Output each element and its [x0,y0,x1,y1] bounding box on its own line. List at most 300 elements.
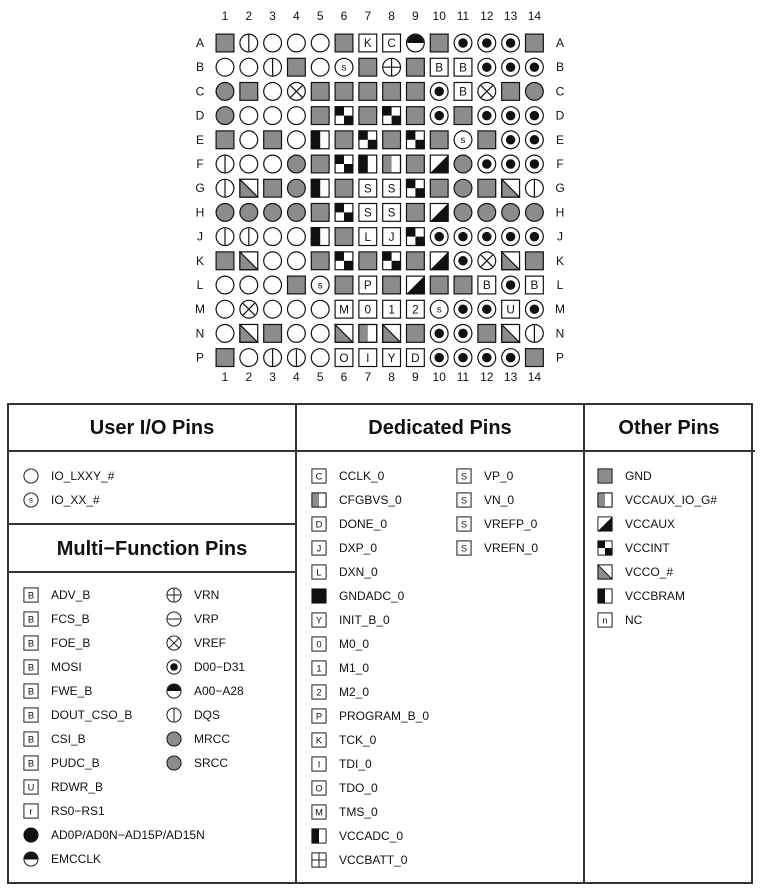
col-label-bottom: 14 [527,370,542,384]
pin-H6-vccint [335,203,354,222]
svg-text:B: B [530,279,539,293]
pin-G10-gnd [430,179,448,197]
pin-K10-vccaux [430,251,449,270]
vccbram-symbol-icon [597,588,613,604]
col-label-bottom: 5 [316,370,324,384]
pin-N4-io [287,324,305,342]
pin-F5-gnd [311,155,329,173]
pin-E6-gnd [335,131,353,149]
svg-text:B: B [27,734,35,745]
pin-D4-io [287,107,305,125]
pin-L1-io [216,276,234,294]
pin-E9-vccint [406,130,425,149]
multi-function-legend-item [166,683,244,699]
svg-text:s: s [29,495,33,505]
col-label-top: 4 [293,9,300,23]
pin-L14-B [525,276,543,294]
legend-label: VCCBATT_0 [339,853,408,867]
U-symbol-icon [23,779,39,795]
D-symbol-icon [311,516,327,532]
multi-function-legend-item [23,851,101,867]
col-label-bottom: 12 [480,370,494,384]
pin-A10-gnd [430,34,448,52]
pin-B3-dqs [264,58,282,76]
user-io-bottom-line [9,523,296,525]
legend-label: FOE_B [51,636,91,650]
pin-J2-dqs [240,228,258,246]
svg-text:M: M [339,303,349,317]
pin-P1-gnd [216,349,234,367]
pin-M12-d00 [478,300,496,318]
pin-K3-io [264,252,282,270]
legend-label: TDI_0 [339,757,372,771]
S-symbol-icon [456,516,472,532]
pin-F6-vccint [335,155,354,174]
pin-L7-P [359,276,377,294]
pin-A12-d00 [478,34,496,52]
multi-function-legend-item [23,587,90,603]
pin-J5-vccbram [311,227,329,246]
svg-text:P: P [363,279,372,293]
K-symbol-icon [311,732,327,748]
S-symbol-icon [456,468,472,484]
legend-label: NC [625,613,643,627]
pin-D14-d00 [525,107,543,125]
pin-L11-gnd [454,276,472,294]
pin-K4-io [287,252,305,270]
pin-K8-vccint [382,251,401,270]
pin-M9-2 [406,300,424,318]
pin-N7-vccaux_io [358,324,376,343]
multi-function-legend-item [166,635,226,651]
pin-L6-gnd [335,276,353,294]
legend-label: AD0P/AD0N−AD15P/AD15N [51,828,205,842]
legend-label: FCS_B [51,612,90,626]
pin-B9-gnd [406,58,424,76]
svg-text:J: J [316,543,322,554]
svg-text:B: B [27,710,35,721]
pin-L9-vccaux [406,276,425,295]
user-io-legend-item [23,492,100,508]
pin-N12-gnd [478,324,496,342]
legend-label: DOUT_CSO_B [51,708,133,722]
pin-B12-d00 [478,58,496,76]
legend-label: VCCAUX_IO_G# [625,493,718,507]
legend-label: GNDADC_0 [339,589,405,603]
1-symbol-icon [311,660,327,676]
d00-symbol-icon [166,659,182,675]
pin-P9-D [406,349,424,367]
multi-function-legend-item [166,611,219,627]
pin-G9-vccint [406,179,425,198]
svg-text:O: O [315,783,323,794]
pin-G11-mrcc [454,179,472,197]
pin-K2-vcco [239,251,258,270]
legend-label: MOSI [51,660,82,674]
multi-function-legend-item [166,587,219,603]
dedicated-legend-item [311,636,369,652]
pin-E11-s [454,131,472,149]
row-label-left: C [195,84,205,99]
pin-G1-dqs [216,179,234,197]
a0a28-symbol-icon [166,683,182,699]
dedicated-legend-item [311,780,378,796]
pin-B4-gnd [287,58,305,76]
I-symbol-icon [311,756,327,772]
0-symbol-icon [311,636,327,652]
pin-A11-d00 [454,34,472,52]
col-label-top: 1 [221,9,229,23]
pin-K5-gnd [311,252,329,270]
pin-H3-mrcc [264,203,282,221]
dedicated-legend-item [311,612,390,628]
B-symbol-icon [23,611,39,627]
B-symbol-icon [23,683,39,699]
pin-C1-mrcc [216,82,234,100]
pin-A5-io [311,34,329,52]
pin-N11-d00 [454,324,472,342]
svg-text:D: D [315,519,323,530]
svg-text:S: S [363,206,372,220]
pin-M13-U [502,300,520,318]
pin-A13-d00 [502,34,520,52]
svg-text:S: S [460,495,468,506]
pin-A7-K [359,34,377,52]
B-symbol-icon [23,731,39,747]
n-symbol-icon [597,612,613,628]
pin-B1-io [216,58,234,76]
other-legend-item [597,516,675,532]
pin-N6-vcco [335,324,354,343]
pin-H11-mrcc [454,203,472,221]
B-symbol-icon [23,635,39,651]
legend-label: FWE_B [51,684,93,698]
other-legend-item [597,540,670,556]
multi-function-title: Multi−Function Pins [56,538,248,560]
svg-text:B: B [27,662,35,673]
multi-function-legend-item [23,707,132,723]
row-label-right: G [555,181,565,196]
multi-function-legend-item [23,827,205,843]
dedicated-legend-item [456,468,513,484]
col-label-top: 11 [456,9,470,23]
svg-text:n: n [602,615,608,626]
svg-text:r: r [29,806,33,817]
pin-H4-mrcc [287,203,305,221]
legend-divider-2 [583,405,585,882]
pin-D1-mrcc [216,107,234,125]
col-label-bottom: 4 [293,370,300,384]
pin-F2-io [240,155,258,173]
svg-text:0: 0 [364,303,372,317]
svg-text:M: M [315,807,323,818]
row-label-right: F [556,157,564,171]
pin-K13-vcco [501,251,520,270]
user-io-title: User I/O Pins [89,417,215,439]
legend-label: VREF [194,636,227,650]
col-label-top: 3 [269,9,276,23]
svg-text:Y: Y [387,351,396,365]
pin-P12-d00 [478,349,496,367]
pin-G8-S [383,179,401,197]
pin-F14-d00 [525,155,543,173]
row-label-right: K [555,253,565,268]
row-label-right: E [555,132,565,147]
pin-C6-gnd [335,82,353,100]
legend-label: D00−D31 [194,660,246,674]
pin-C14-mrcc [525,82,543,100]
svg-text:S: S [460,471,468,482]
pin-E10-gnd [430,131,448,149]
pin-D3-io [264,107,282,125]
legend-label: DXP_0 [339,541,378,555]
multi-function-legend-item [166,659,245,675]
vcco-symbol-icon [597,564,613,580]
svg-text:B: B [459,61,467,75]
svg-text:2: 2 [412,303,419,317]
pin-J7-L [359,228,377,246]
pin-L8-gnd [383,276,401,294]
pin-K9-gnd [406,252,424,270]
svg-text:I: I [366,351,370,365]
legend-label: RDWR_B [51,780,104,794]
Y-symbol-icon [311,612,327,628]
pin-G14-dqs [525,179,543,197]
pin-P7-I [359,349,377,367]
pin-B13-d00 [502,58,520,76]
pin-J3-io [264,228,282,246]
svg-text:B: B [482,279,491,293]
pin-A1-gnd [216,34,234,52]
pin-P8-Y [383,349,401,367]
pin-K6-vccint [335,251,354,270]
legend-label: ADV_B [51,588,91,602]
row-label-right: J [557,229,563,244]
dedicated-legend-item [311,852,407,868]
legend-label: TDO_0 [339,781,378,795]
legend-label: VCCO_# [625,565,674,579]
pin-K14-gnd [525,252,543,270]
col-label-bottom: 1 [221,370,229,384]
pin-M1-io [216,300,234,318]
row-label-left: M [195,302,205,317]
pin-P4-dqs [287,349,305,367]
pin-J9-vccint [406,227,425,246]
mrcc-symbol-icon [166,731,182,747]
col-label-bottom: 11 [456,370,470,384]
C-symbol-icon [311,468,327,484]
pin-M10-s [430,300,448,318]
pin-J14-d00 [525,228,543,246]
svg-text:B: B [27,638,35,649]
col-label-top: 2 [245,9,253,23]
pin-C13-gnd [502,82,520,100]
pin-M14-d00 [525,300,543,318]
col-label-top: 13 [503,9,518,23]
dedicated-legend-item [311,828,403,844]
legend-label: TMS_0 [339,805,378,819]
svg-text:s: s [317,280,323,292]
svg-text:B: B [27,614,35,625]
pin-F3-io [264,155,282,173]
col-label-bottom: 7 [364,370,372,384]
legend-label: EMCCLK [51,852,102,866]
pin-G13-vcco [501,179,520,198]
row-label-right: C [555,84,565,99]
emcclk-symbol-icon [23,851,39,867]
legend-label: VCCINT [625,541,670,555]
pin-B14-d00 [525,58,543,76]
multi-function-legend-item [23,611,90,627]
pin-E14-d00 [525,131,543,149]
multi-function-legend-item [23,779,103,795]
pin-J1-dqs [216,228,234,246]
pin-E13-d00 [502,131,520,149]
row-label-left: D [195,108,205,123]
multi-function-legend-item [23,731,86,747]
pin-D10-d00 [430,107,448,125]
multi-function-legend-item [166,707,220,723]
col-label-top: 6 [340,9,348,23]
legend-divider-1 [295,405,297,882]
vref-symbol-icon [166,635,182,651]
legend-label: VCCBRAM [625,589,686,603]
multi-function-legend-item [23,803,105,819]
pin-D13-d00 [502,107,520,125]
dedicated-legend-item [311,804,378,820]
pin-M11-d00 [454,300,472,318]
pin-J4-io [287,228,305,246]
legend-label: VN_0 [484,493,515,507]
col-label-top: 7 [364,9,372,23]
pin-F11-mrcc [454,155,472,173]
vrn-symbol-icon [166,587,182,603]
pin-N13-vcco [501,324,520,343]
svg-text:P: P [315,711,323,722]
pin-H9-gnd [406,203,424,221]
pin-D7-gnd [359,107,377,125]
dqs-symbol-icon [166,707,182,723]
pin-legend [7,403,753,884]
row-label-left: F [196,157,204,171]
pin-J10-d00 [430,228,448,246]
svg-text:C: C [387,37,396,51]
B-symbol-icon [23,659,39,675]
pin-P5-io [311,349,329,367]
pin-E4-io [287,131,305,149]
svg-text:J: J [388,230,395,244]
dedicated-legend-item [311,756,372,772]
pin-P3-dqs [264,349,282,367]
pin-G7-S [359,179,377,197]
row-label-right: L [556,278,564,292]
pin-J13-d00 [502,228,520,246]
legend-label: SRCC [194,756,229,770]
pin-C9-gnd [406,82,424,100]
pin-G4-mrcc [287,179,305,197]
pin-N9-gnd [406,324,424,342]
pin-H14-mrcc [525,203,543,221]
row-label-left: P [195,350,205,365]
pin-A9-a0a28 [406,34,424,52]
multi-function-legend-item [23,659,82,675]
pin-E7-vccint [358,130,377,149]
svg-text:S: S [387,182,396,196]
svg-text:B: B [459,85,467,99]
legend-label: CCLK_0 [339,469,385,483]
col-label-top: 12 [480,9,494,23]
mrcc-symbol-icon [166,755,182,771]
svg-text:L: L [316,567,322,578]
col-label-bottom: 9 [412,370,419,384]
pin-L4-gnd [287,276,305,294]
pin-M6-M [335,300,353,318]
pin-F12-d00 [478,155,496,173]
pin-P13-d00 [502,349,520,367]
svg-text:D: D [411,351,420,365]
pin-E1-gnd [216,131,234,149]
pin-B2-io [240,58,258,76]
other-legend-item [597,588,685,604]
pin-A3-io [264,34,282,52]
svg-text:K: K [315,735,323,746]
pin-B8-vrn [383,58,401,76]
pin-L10-gnd [430,276,448,294]
col-label-top: 8 [388,9,395,23]
pin-P2-io [240,349,258,367]
col-label-top: 9 [412,9,419,23]
row-label-left: J [197,229,203,244]
pin-H7-S [359,203,377,221]
legend-label: VCCADC_0 [339,829,404,843]
pin-H5-gnd [311,203,329,221]
col-label-bottom: 10 [432,370,446,384]
pin-C11-B [454,82,472,100]
vrp-symbol-icon [166,611,182,627]
svg-text:S: S [460,543,468,554]
dedicated-legend-item [311,708,429,724]
svg-text:B: B [27,590,35,601]
pin-L12-B [478,276,496,294]
pin-D2-io [240,107,258,125]
pin-E8-gnd [383,131,401,149]
B-symbol-icon [23,587,39,603]
svg-text:K: K [363,37,372,51]
svg-text:1: 1 [316,663,322,674]
pin-L3-io [264,276,282,294]
pin-N8-vcco [382,324,401,343]
pin-H1-mrcc [216,203,234,221]
pin-E2-io [240,131,258,149]
vccint-symbol-icon [597,540,613,556]
other-title: Other Pins [618,417,720,439]
pin-C12-vref [478,82,496,100]
pin-M2-vref [240,300,258,318]
pin-M3-io [264,300,282,318]
user-io-legend-item [23,468,114,484]
svg-text:Y: Y [315,615,323,626]
legend-label: DONE_0 [339,517,388,531]
S-symbol-icon [456,492,472,508]
pin-P10-d00 [430,349,448,367]
pin-H13-mrcc [502,203,520,221]
dedicated-legend-item [311,732,376,748]
M-symbol-icon [311,804,327,820]
pin-M4-io [287,300,305,318]
svg-text:B: B [27,758,35,769]
pin-N14-dqs [525,324,543,342]
pin-A14-gnd [525,34,543,52]
